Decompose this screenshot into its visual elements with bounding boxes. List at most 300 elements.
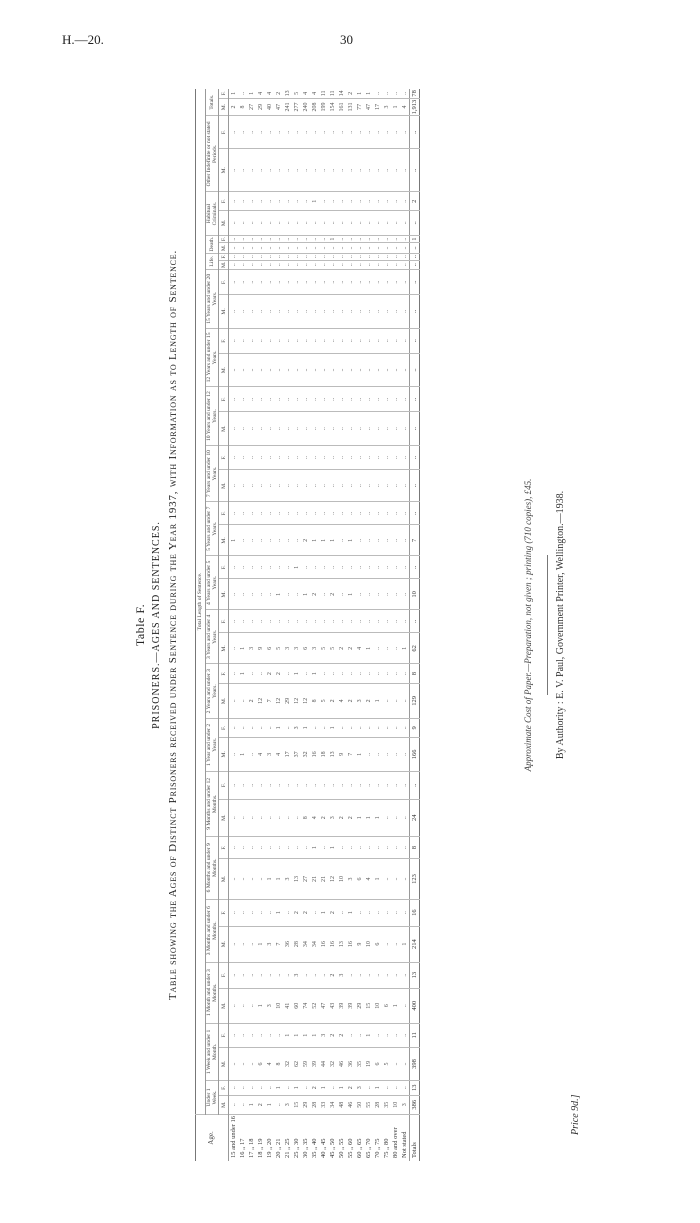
value-cell: 13	[292, 859, 301, 899]
value-cell: ..	[400, 556, 410, 579]
value-cell: 1	[328, 718, 337, 737]
value-cell: ..	[265, 579, 274, 610]
value-cell: 35	[382, 1095, 391, 1114]
value-cell: ..	[319, 718, 328, 737]
value-cell: ..	[265, 353, 274, 386]
value-cell: ..	[346, 771, 355, 799]
value-cell: ..	[319, 556, 328, 579]
table-caption: Table showing the Ages of Distinct Prisoners received under Sentence during the Year 1937, with Information as to Length of Sentence.	[167, 249, 179, 1001]
value-cell: ..	[355, 260, 364, 269]
value-cell: ..	[283, 243, 292, 253]
value-cell: ..	[256, 718, 265, 737]
age-cell: Not stated	[400, 1131, 408, 1158]
value-cell: ..	[283, 664, 292, 683]
value-cell: ..	[301, 253, 310, 260]
value-cell: ..	[229, 260, 239, 269]
value-cell: 16	[310, 737, 319, 771]
value-cell: 3	[283, 633, 292, 664]
value-cell: 1	[373, 1081, 382, 1095]
value-cell: ..	[400, 771, 410, 799]
value-cell: ..	[274, 253, 283, 260]
value-cell: 35	[355, 1047, 364, 1080]
value-cell: ..	[283, 295, 292, 328]
value-cell: ..	[283, 962, 292, 988]
total-cell: 1,913	[410, 98, 420, 116]
value-cell: 1	[355, 89, 364, 98]
value-cell: ..	[274, 328, 283, 353]
value-cell: 1	[310, 525, 319, 556]
value-cell: ..	[256, 771, 265, 799]
value-cell: ..	[310, 718, 319, 737]
value-cell: ..	[364, 525, 373, 556]
value-cell: ..	[328, 1081, 337, 1095]
value-cell: ..	[391, 579, 400, 610]
total-cell: 9	[410, 718, 420, 737]
column-header: Other Indefinite or not stated Periods.	[206, 116, 219, 192]
column-header: 4 Years and under 5 Years.	[206, 556, 219, 610]
value-cell: ..	[373, 836, 382, 858]
column-header: 1 Month and under 3 Months.	[206, 962, 219, 1023]
value-cell: ..	[337, 387, 346, 412]
value-cell: ..	[364, 718, 373, 737]
value-cell: ..	[256, 295, 265, 328]
value-cell: 3	[283, 859, 292, 899]
table-subtitle: PRISONERS.—AGES AND SENTENCES.	[151, 521, 162, 729]
value-cell: ..	[346, 718, 355, 737]
value-cell: 74	[301, 988, 310, 1023]
value-cell: 39	[310, 1047, 319, 1080]
value-cell: ..	[229, 579, 239, 610]
value-cell: ..	[247, 211, 256, 236]
value-cell: ..	[337, 836, 346, 858]
value-cell: ..	[319, 260, 328, 269]
table-row	[292, 89, 301, 1161]
value-cell: ..	[274, 260, 283, 269]
total-cell: 8	[410, 836, 420, 858]
value-cell: 4	[301, 89, 310, 98]
value-cell: ..	[328, 269, 337, 294]
value-cell: 1	[328, 836, 337, 858]
value-cell: 32	[283, 1047, 292, 1080]
value-cell: ..	[247, 235, 256, 243]
column-header: Habitual Criminals.	[206, 192, 219, 235]
value-cell: 47	[274, 98, 283, 116]
value-cell: ..	[373, 211, 382, 236]
value-cell: 1	[391, 98, 400, 116]
value-cell: ..	[247, 899, 256, 926]
value-cell: 1	[346, 579, 355, 610]
value-cell: ..	[274, 525, 283, 556]
value-cell: 19	[364, 1047, 373, 1080]
value-cell: ..	[229, 610, 239, 633]
value-cell: 1	[364, 1023, 373, 1047]
value-cell: ..	[229, 211, 239, 236]
value-cell: ..	[346, 470, 355, 502]
value-cell: ..	[310, 962, 319, 988]
value-cell: ..	[400, 412, 410, 445]
value-cell: 1	[364, 633, 373, 664]
value-cell: 2	[301, 899, 310, 926]
value-cell: ..	[391, 525, 400, 556]
value-cell: ..	[319, 235, 328, 243]
value-cell: ..	[283, 1081, 292, 1095]
value-cell: ..	[283, 192, 292, 211]
male-header: M.	[219, 98, 229, 116]
age-cell: 25 ,, 30	[292, 1138, 300, 1158]
value-cell: ..	[238, 192, 247, 211]
value-cell: ..	[256, 235, 265, 243]
value-cell: ..	[355, 269, 364, 294]
value-cell: 27	[247, 98, 256, 116]
value-cell: ..	[292, 211, 301, 236]
value-cell: ..	[274, 353, 283, 386]
value-cell: ..	[337, 899, 346, 926]
value-cell: ..	[400, 445, 410, 469]
value-cell: ..	[400, 387, 410, 412]
value-cell: 131	[346, 98, 355, 116]
table-row	[382, 89, 391, 1161]
value-cell: ..	[319, 664, 328, 683]
value-cell: ..	[229, 412, 239, 445]
value-cell: 1	[400, 633, 410, 664]
column-header: 6 Months and under 9 Months.	[206, 836, 219, 899]
value-cell: ..	[382, 1081, 391, 1095]
female-header: F.	[219, 1023, 229, 1047]
divider-rule	[547, 555, 548, 695]
value-cell: ..	[238, 926, 247, 962]
value-cell: ..	[292, 192, 301, 211]
value-cell: ..	[391, 149, 400, 192]
value-cell: ..	[373, 737, 382, 771]
value-cell: 1	[373, 859, 382, 899]
value-cell: 199	[319, 98, 328, 116]
value-cell: ..	[382, 1023, 391, 1047]
value-cell: 2	[310, 579, 319, 610]
value-cell: 29	[283, 683, 292, 718]
value-cell: 3	[292, 633, 301, 664]
value-cell: 6	[373, 926, 382, 962]
value-cell: ..	[265, 149, 274, 192]
value-cell: ..	[283, 253, 292, 260]
value-cell: 12	[301, 683, 310, 718]
value-cell: ..	[310, 269, 319, 294]
value-cell: 3	[382, 98, 391, 116]
value-cell: 1	[292, 556, 301, 579]
value-cell: ..	[274, 470, 283, 502]
value-cell: ..	[274, 1023, 283, 1047]
value-cell: ..	[391, 836, 400, 858]
value-cell: ..	[247, 926, 256, 962]
value-cell: ..	[238, 1095, 247, 1114]
value-cell: ..	[391, 328, 400, 353]
value-cell: 3	[283, 1095, 292, 1114]
value-cell: 1	[310, 1023, 319, 1047]
value-cell: ..	[373, 89, 382, 98]
value-cell: ..	[328, 664, 337, 683]
age-cell: 70 ,, 75	[373, 1138, 381, 1158]
value-cell: 1	[310, 192, 319, 211]
value-cell: ..	[247, 192, 256, 211]
value-cell: ..	[238, 1047, 247, 1080]
value-cell: 46	[337, 1047, 346, 1080]
column-header: 1 Week and under 1 Month.	[206, 1023, 219, 1080]
total-cell: 13	[410, 1081, 420, 1095]
value-cell: 1	[328, 235, 337, 243]
value-cell: 33	[319, 1095, 328, 1114]
totals-row	[410, 89, 420, 1161]
male-header: M.	[219, 260, 229, 269]
value-cell: ..	[355, 211, 364, 236]
male-header: M.	[219, 412, 229, 445]
value-cell: 2	[229, 98, 239, 116]
value-cell: ..	[256, 579, 265, 610]
value-cell: ..	[355, 412, 364, 445]
value-cell: ..	[229, 836, 239, 858]
value-cell: ..	[391, 412, 400, 445]
value-cell: ..	[400, 269, 410, 294]
value-cell: ..	[337, 149, 346, 192]
value-cell: 2	[301, 525, 310, 556]
value-cell: 2	[328, 962, 337, 988]
value-cell: 8	[274, 1047, 283, 1080]
value-cell: ..	[292, 525, 301, 556]
column-header: 7 Years and under 10 Years.	[206, 445, 219, 501]
header-page-number: 30	[340, 32, 353, 47]
value-cell: ..	[310, 260, 319, 269]
column-header: 9 Months and under 12 Months.	[206, 771, 219, 836]
value-cell: ..	[382, 836, 391, 858]
age-cell: 75 ,, 80	[382, 1138, 390, 1158]
value-cell: ..	[247, 737, 256, 771]
value-cell: ..	[310, 610, 319, 633]
value-cell: 5	[319, 683, 328, 718]
totals-label: Totals	[410, 1114, 420, 1161]
value-cell: ..	[400, 89, 410, 98]
value-cell: 1	[355, 737, 364, 771]
value-cell: ..	[400, 235, 410, 243]
age-cell: 17 ,, 18	[247, 1138, 255, 1158]
value-cell: 36	[283, 926, 292, 962]
value-cell: ..	[256, 899, 265, 926]
value-cell: ..	[319, 962, 328, 988]
total-cell: ..	[410, 353, 420, 386]
female-header: F.	[219, 116, 229, 149]
value-cell: ..	[391, 718, 400, 737]
value-cell: 2	[328, 899, 337, 926]
value-cell: ..	[229, 445, 239, 469]
value-cell: 277	[292, 98, 301, 116]
value-cell: 47	[364, 98, 373, 116]
value-cell: 12	[256, 683, 265, 718]
value-cell: ..	[238, 387, 247, 412]
value-cell: ..	[301, 235, 310, 243]
value-cell: 4	[337, 683, 346, 718]
value-cell: ..	[256, 412, 265, 445]
value-cell: ..	[364, 899, 373, 926]
value-cell: ..	[229, 1023, 239, 1047]
table-row	[355, 89, 364, 1161]
value-cell: ..	[274, 556, 283, 579]
value-cell: ..	[274, 502, 283, 525]
value-cell: 9	[355, 926, 364, 962]
value-cell: ..	[382, 116, 391, 149]
value-cell: ..	[382, 610, 391, 633]
value-cell: 29	[355, 988, 364, 1023]
value-cell: ..	[265, 610, 274, 633]
value-cell: 9	[256, 633, 265, 664]
value-cell: ..	[373, 664, 382, 683]
value-cell: 1	[274, 859, 283, 899]
value-cell: 1	[274, 899, 283, 926]
value-cell: 1	[337, 1081, 346, 1095]
value-cell: ..	[391, 771, 400, 799]
value-cell: ..	[391, 610, 400, 633]
value-cell: ..	[310, 387, 319, 412]
value-cell: 17	[373, 98, 382, 116]
value-cell: ..	[373, 1023, 382, 1047]
value-cell: ..	[346, 116, 355, 149]
value-cell: ..	[256, 1023, 265, 1047]
value-cell: 3	[247, 633, 256, 664]
value-cell: ..	[391, 502, 400, 525]
value-cell: ..	[400, 253, 410, 260]
value-cell: ..	[292, 799, 301, 836]
value-cell: ..	[310, 556, 319, 579]
value-cell: ..	[382, 771, 391, 799]
female-header: F.	[219, 556, 229, 579]
value-cell: ..	[247, 556, 256, 579]
value-cell: ..	[391, 260, 400, 269]
value-cell: ..	[310, 899, 319, 926]
value-cell: 13	[284, 90, 291, 97]
age-cell: 35 ,, 40	[310, 1138, 318, 1158]
value-cell: ..	[319, 149, 328, 192]
value-cell: ..	[256, 525, 265, 556]
female-header: F.	[219, 445, 229, 469]
value-cell: 1	[391, 988, 400, 1023]
value-cell: ..	[346, 260, 355, 269]
value-cell: ..	[337, 771, 346, 799]
total-cell: ..	[410, 502, 420, 525]
value-cell: ..	[238, 962, 247, 988]
value-cell: ..	[238, 412, 247, 445]
value-cell: ..	[292, 610, 301, 633]
value-cell: ..	[265, 235, 274, 243]
value-cell: ..	[400, 962, 410, 988]
value-cell: ..	[382, 235, 391, 243]
value-cell: ..	[229, 149, 239, 192]
age-cell: 20 ,, 21	[274, 1138, 282, 1158]
value-cell: ..	[319, 269, 328, 294]
value-cell: ..	[373, 253, 382, 260]
column-header: 12 Years and under 15 Years.	[206, 328, 219, 387]
value-cell: 6	[382, 988, 391, 1023]
value-cell: ..	[373, 235, 382, 243]
value-cell: ..	[310, 116, 319, 149]
value-cell: ..	[400, 664, 410, 683]
value-cell: ..	[283, 412, 292, 445]
value-cell: ..	[247, 799, 256, 836]
value-cell: ..	[382, 470, 391, 502]
value-cell: 3	[346, 859, 355, 899]
value-cell: ..	[310, 353, 319, 386]
value-cell: 9	[337, 737, 346, 771]
value-cell: ..	[391, 1081, 400, 1095]
value-cell: ..	[238, 525, 247, 556]
value-cell: ..	[373, 295, 382, 328]
value-cell: ..	[247, 859, 256, 899]
value-cell: ..	[274, 149, 283, 192]
value-cell: ..	[400, 899, 410, 926]
value-cell: ..	[337, 353, 346, 386]
value-cell: ..	[256, 859, 265, 899]
value-cell: ..	[319, 836, 328, 858]
value-cell: 21	[310, 859, 319, 899]
value-cell: ..	[283, 211, 292, 236]
value-cell: ..	[328, 610, 337, 633]
value-cell: ..	[355, 579, 364, 610]
value-cell: ..	[364, 556, 373, 579]
value-cell: ..	[301, 502, 310, 525]
value-cell: ..	[391, 269, 400, 294]
value-cell: 1	[274, 1081, 283, 1095]
value-cell: ..	[247, 269, 256, 294]
value-cell: ..	[247, 962, 256, 988]
value-cell: ..	[382, 525, 391, 556]
male-header: M.	[219, 683, 229, 718]
value-cell: 1	[292, 1081, 301, 1095]
value-cell: ..	[319, 192, 328, 211]
female-header: F.	[219, 836, 229, 858]
value-cell: 2	[310, 1081, 319, 1095]
age-cell: 40 ,, 45	[319, 1138, 327, 1158]
value-cell: 2	[319, 799, 328, 836]
value-cell: ..	[382, 502, 391, 525]
value-cell: ..	[256, 269, 265, 294]
value-cell: 6	[301, 633, 310, 664]
value-cell: 15	[292, 1095, 301, 1114]
value-cell: ..	[373, 556, 382, 579]
value-cell: ..	[247, 470, 256, 502]
value-cell: 55	[364, 1095, 373, 1114]
age-cell: 15 and under 16	[229, 1115, 237, 1158]
value-cell: ..	[292, 353, 301, 386]
value-cell: ..	[382, 260, 391, 269]
value-cell: ..	[355, 899, 364, 926]
value-cell: ..	[382, 253, 391, 260]
value-cell: 1	[292, 664, 301, 683]
value-cell: ..	[319, 295, 328, 328]
age-cell: 65 ,, 70	[364, 1138, 372, 1158]
value-cell: ..	[400, 610, 410, 633]
value-cell: ..	[346, 295, 355, 328]
value-cell: ..	[229, 116, 239, 149]
total-cell: ..	[410, 295, 420, 328]
value-cell: ..	[229, 683, 239, 718]
value-cell: ..	[382, 962, 391, 988]
value-cell: 2	[292, 899, 301, 926]
value-cell: ..	[238, 771, 247, 799]
age-cell: 60 ,, 65	[355, 1138, 363, 1158]
value-cell: ..	[364, 771, 373, 799]
value-cell: ..	[319, 445, 328, 469]
age-column-header: Age.	[196, 1114, 229, 1161]
value-cell: ..	[364, 211, 373, 236]
value-cell: ..	[292, 470, 301, 502]
value-cell: ..	[382, 387, 391, 412]
age-cell: 18 ,, 19	[256, 1138, 264, 1158]
value-cell: ..	[274, 243, 283, 253]
